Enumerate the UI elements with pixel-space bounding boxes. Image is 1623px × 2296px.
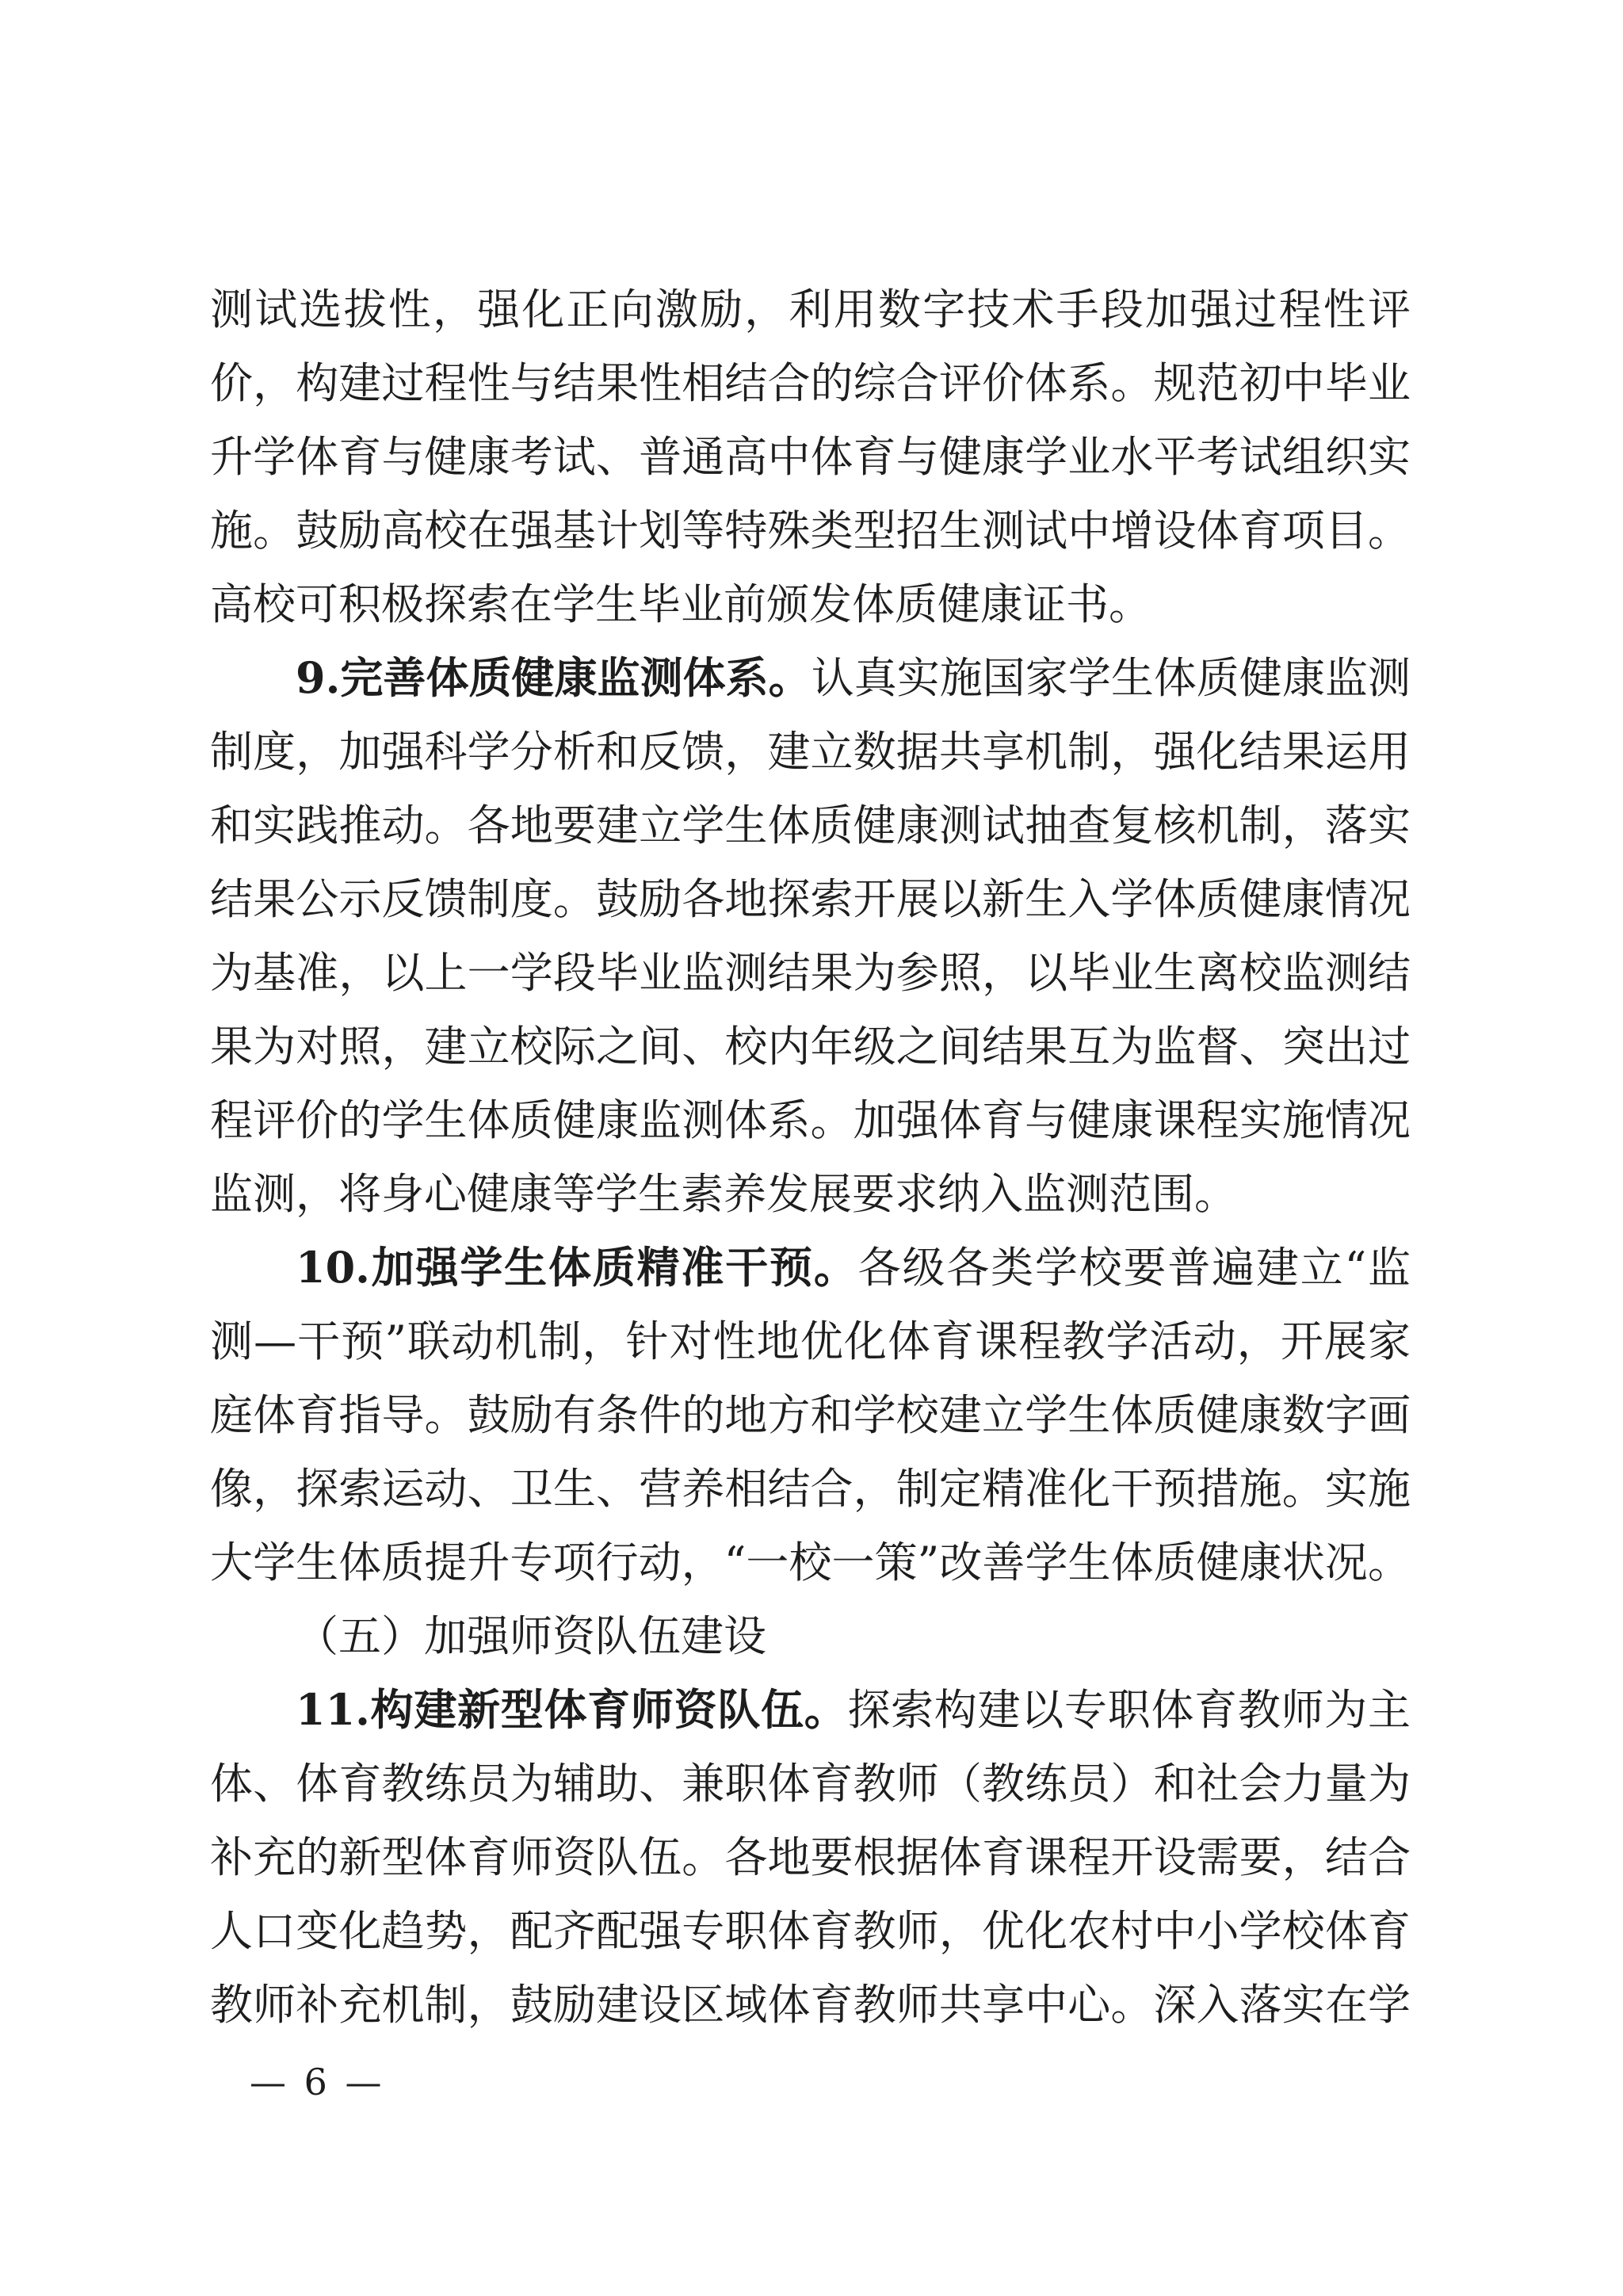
text-line: 果为对照，建立校际之间、校内年级之间结果互为监督、突出过 [210,1022,1411,1072]
text-line: 补充的新型体育师资队伍。各地要根据体育课程开设需要，结合 [210,1832,1411,1882]
text-line: 价，构建过程性与结果性相结合的综合评价体系。规范初中毕业 [210,358,1411,408]
text-line: 监测，将身心健康等学生素养发展要求纳入监测范围。 [210,1169,1237,1219]
text-line: 和实践推动。各地要建立学生体质健康测试抽查复核机制，落实 [210,800,1411,850]
text-line: 程评价的学生体质健康监测体系。加强体育与健康课程实施情况 [210,1095,1411,1145]
text-line: 升学体育与健康考试、普通高中体育与健康学业水平考试组织实 [210,432,1411,482]
text-line: 制度，加强科学分析和反馈，建立数据共享机制，强化结果运用 [210,727,1411,777]
text-line: 大学生体质提升专项行动，“一校一策”改善学生体质健康状况。 [210,1538,1411,1587]
text-block [210,273,1411,2042]
text-line: 测试选拔性，强化正向激励，利用数字技术手段加强过程性评 [210,285,1411,334]
text-line: 测—干预”联动机制，针对性地优化体育课程教学活动，开展家 [210,1316,1411,1366]
text-line: 像，探索运动、卫生、营养相结合，制定精准化干预措施。实施 [210,1464,1411,1514]
page-number: — 6 — [250,2061,385,2103]
paragraph-heading-line: 9.完善体质健康监测体系。认真实施国家学生体质健康监测 [296,652,1411,703]
text-line: 庭体育指导。鼓励有条件的地方和学校建立学生体质健康数字画 [210,1390,1411,1440]
text-line: （五）加强师资队伍建设 [296,1611,766,1661]
text-line: 施。鼓励高校在强基计划等特殊类型招生测试中增设体育项目。 [210,506,1411,556]
paragraph-heading-line: 10.加强学生体质精准干预。各级各类学校要普遍建立“监 [296,1242,1411,1293]
text-line: 体、体育教练员为辅助、兼职体育教师（教练员）和社会力量为 [210,1759,1411,1809]
paragraph-heading-line: 11.构建新型体育师资队伍。探索构建以专职体育教师为主 [296,1684,1411,1735]
text-line: 人口变化趋势，配齐配强专职体育教师，优化农村中小学校体育 [210,1906,1411,1956]
bold-lead-text: 11.构建新型体育师资队伍。 [296,1684,848,1735]
bold-lead-text: 9.完善体质健康监测体系。 [296,652,812,703]
text-line: 结果公示反馈制度。鼓励各地探索开展以新生入学体质健康情况 [210,874,1411,924]
text-line: 教师补充机制，鼓励建设区域体育教师共享中心。深入落实在学 [210,1980,1411,2030]
text-line: 高校可积极探索在学生毕业前颁发体质健康证书。 [210,579,1151,629]
bold-lead-text: 10.加强学生体质精准干预。 [296,1242,858,1293]
text-line: 为基准，以上一学段毕业监测结果为参照，以毕业生离校监测结 [210,948,1411,998]
